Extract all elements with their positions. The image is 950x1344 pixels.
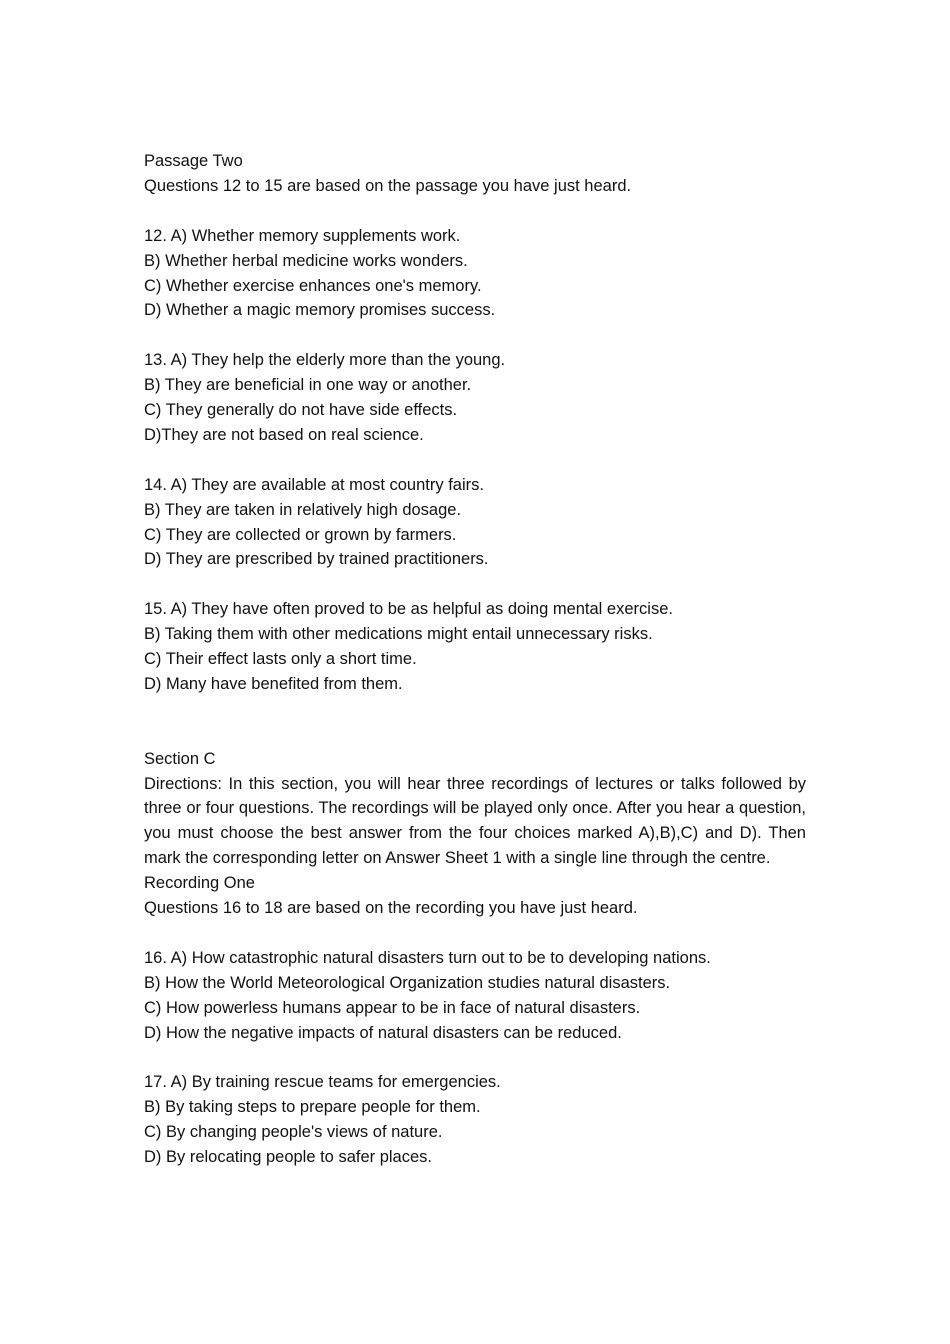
question-17-option-c: C) By changing people's views of nature. xyxy=(144,1123,443,1142)
question-12-option-b: B) Whether herbal medicine works wonders. xyxy=(144,251,468,270)
question-13-option-c: C) They generally do not have side effects. xyxy=(144,401,458,420)
section-c-heading: Section C xyxy=(144,749,216,768)
option-text: A) They help the elderly more than the young. xyxy=(170,351,506,370)
question-15-option-b: B) Taking them with other medications might entail unnecessary risks. xyxy=(144,625,653,644)
document-page xyxy=(144,149,806,1170)
passage-two-heading: Passage Two xyxy=(144,152,243,170)
question-17-option-b: B) By taking steps to prepare people for them. xyxy=(144,1098,481,1117)
spacer xyxy=(144,921,806,946)
question-15-option-c: C) Their effect lasts only a short time. xyxy=(144,650,417,669)
option-text: A) By training rescue teams for emergencies. xyxy=(170,1073,501,1092)
question-number: 15. xyxy=(144,600,167,619)
question-14-option-c: C) They are collected or grown by farmers. xyxy=(144,525,457,544)
question-number: 12. xyxy=(144,226,167,245)
recording-one-heading: Recording One xyxy=(144,874,255,893)
spacer xyxy=(144,572,806,597)
question-16-option-c: C) How powerless humans appear to be in face of natural disasters. xyxy=(144,998,641,1017)
question-number: 14. xyxy=(144,475,167,494)
question-13-option-a xyxy=(144,348,806,373)
spacer xyxy=(144,448,806,473)
question-14-option-d: D) They are prescribed by trained practitioners. xyxy=(144,550,489,569)
spacer xyxy=(144,1046,806,1071)
question-17-option-a xyxy=(144,1070,806,1095)
question-12-option-d: D) Whether a magic memory promises success. xyxy=(144,301,496,320)
section-c-directions: Directions: In this section, you will hear three recordings of lectures or talks followed by three or four questions. The recordings will be played only once. After you hear a question, you must choose the best answer from the four choices marked A),B),C) and D). Then mark the corresponding letter on Answer Sheet 1 with a single line through the centre. xyxy=(144,774,806,868)
question-16-option-d: D) How the negative impacts of natural disasters can be reduced. xyxy=(144,1023,622,1042)
passage-two-intro: Questions 12 to 15 are based on the passage you have just heard. xyxy=(144,176,632,195)
question-15-option-d: D) Many have benefited from them. xyxy=(144,674,403,693)
option-text: A) Whether memory supplements work. xyxy=(170,226,461,245)
option-text: A) How catastrophic natural disasters turn out to be to developing nations. xyxy=(170,948,711,967)
option-text: A) They are available at most country fairs. xyxy=(170,475,484,494)
question-12-option-c: C) Whether exercise enhances one's memory. xyxy=(144,276,482,295)
option-text: A) They have often proved to be as helpful as doing mental exercise. xyxy=(170,600,673,619)
question-15-option-a xyxy=(144,597,806,622)
question-16-option-a xyxy=(144,946,806,971)
recording-one-intro: Questions 16 to 18 are based on the recording you have just heard. xyxy=(144,899,638,918)
question-12-option-a xyxy=(144,224,806,249)
spacer xyxy=(144,199,806,224)
question-16-option-b: B) How the World Meteorological Organization studies natural disasters. xyxy=(144,973,671,992)
question-13-option-d: D)They are not based on real science. xyxy=(144,425,424,444)
question-14-option-b: B) They are taken in relatively high dosage. xyxy=(144,500,462,519)
spacer xyxy=(144,697,806,747)
question-13-option-b: B) They are beneficial in one way or another. xyxy=(144,376,472,395)
question-number: 17. xyxy=(144,1073,167,1092)
question-number: 13. xyxy=(144,351,167,370)
spacer xyxy=(144,323,806,348)
question-17-option-d: D) By relocating people to safer places. xyxy=(144,1148,432,1167)
question-14-option-a xyxy=(144,473,806,498)
question-number: 16. xyxy=(144,948,167,967)
